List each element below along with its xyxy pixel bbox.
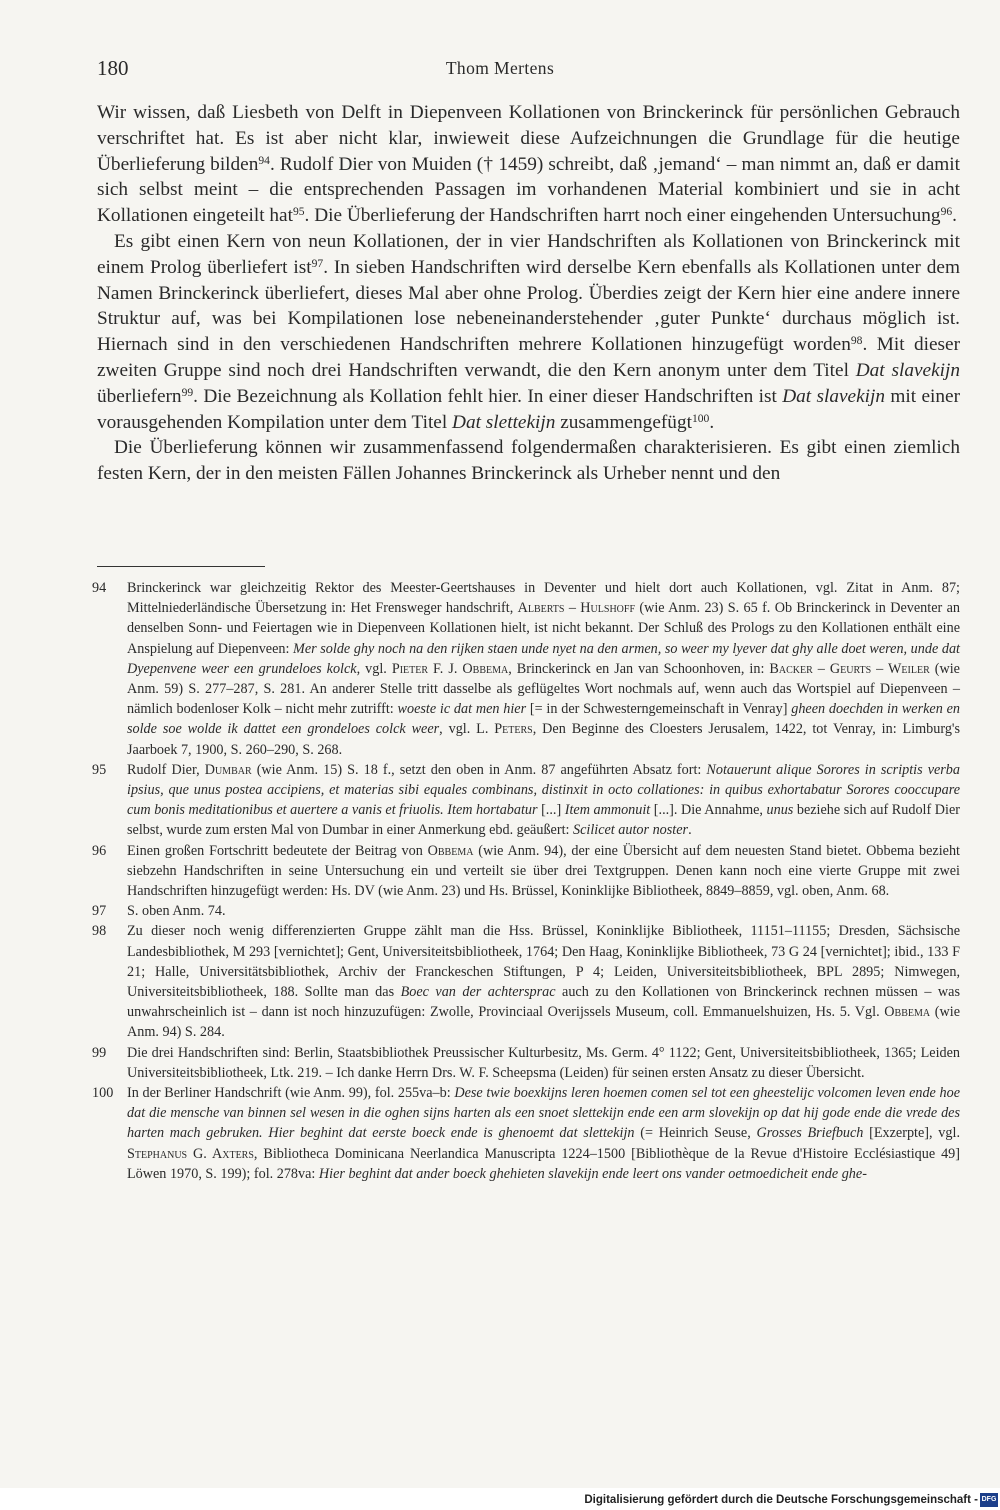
footnote-number: 96	[92, 842, 107, 859]
footnote-number: 99	[92, 1044, 107, 1061]
dfg-logo-icon: DFG	[980, 1493, 998, 1507]
footnotes	[92, 578, 960, 1184]
footnote-98	[92, 921, 960, 1042]
footnote-ref-99[interactable]: 99	[181, 385, 194, 399]
paragraph-1: Wir wissen, daß Liesbeth von Delft in Diepenveen Kollationen von Brinckerinck für persönlichen Gebrauch verschriftet hat. Es ist aber nicht klar, inwieweit diese Aufzeichnungen die Grundlage für die heutige Überlieferung bilden$^{94}$. Rudolf Dier von Muiden († 1459) schreibt, daß ‚jemand‘ – man nimmt an, daß er damit sich selbst meint – die entsprechenden Passagen im vorhandenen Material kombiniert und sie in acht Kollationen eingeteilt hat$^{95}$. Die Überlieferung der Handschriften harrt noch einer eingehenden Untersuchung$^{96}$.	[97, 102, 961, 227]
footnote-text: S. oben Anm. 74.	[127, 903, 226, 920]
footnote-text: Brinckerinck war gleichzeitig Rektor des Meester-Geertshauses in Deventer und hielt dort auch Kollationen, vgl. Zitat in Anm. 87; Mittelniederländische Übersetzung in: Het Frensweger handschrift, Alberts – Hulshoff (wie Anm. 23) S. 65 f. Ob Brinckerinck in Deventer an denselben Sonn- und Feiertagen wie in Diepenveen Kollationen hielt, ist nicht bekannt. Der Schluß des Prologs zu den Kollationen enthält eine Anspielung auf Diepenveen: Mer solde ghy noch na den rijken staen unde nyet na den armen, so weer my lyever dat ghy alle doet weren, unde dat Dyepenvene weer een grundeloes kolck, vgl. Pieter F. J. Obbema, Brinckerinck en Jan van Schoonhoven, in: Backer – Geurts – Weiler (wie Anm. 59) S. 277–287, S. 281. An anderer Stelle tritt dasselbe als geflügeltes Wort nochmals auf, wenn auch das Wortspiel auf Diepenveen – nämlich bodenloser Kolk – nicht mehr zutrifft: woeste ic dat men hier [= in der Schwesterngemeinschaft in Venray] gheen doechden in werken en solde soe wolde ik dattet een grondeloes colck weer, vgl. L. Peters, Den Beginne des Cloesters Jerusalem, 1422, tot Venray, in: Limburg's Jaarboek 7, 1900, S. 260–290, S. 268.	[127, 580, 961, 758]
running-head: Thom Mertens	[445, 58, 555, 78]
footnote-99	[92, 1043, 960, 1083]
footnote-ref-96[interactable]: 96	[940, 205, 953, 219]
footnote-ref-100[interactable]: 100	[691, 411, 710, 425]
paragraph-3: Die Überlieferung können wir zusammenfassend folgendermaßen charakterisieren. Es gibt einen ziemlich festen Kern, der in den meisten Fällen Johannes Brinckerinck als Urheber nennt und den	[97, 437, 960, 485]
footnote-94	[92, 578, 960, 760]
footnote-number: 94	[92, 580, 107, 596]
footnote-text: In der Berliner Handschrift (wie Anm. 99), fol. 255va–b: Dese twie boexkijns leren hoemen comen sel tot een gheestelijc volcomen leven ende hoe dat die mensche van binnen sel wesen in die oghen sijns harten als een snoet slettekijn ende een arm slovekijn op dat hij gode ende die vrede des harten mach gebruken. Hier beghint dat eerste boeck ende is ghenoemt dat slettekijn (= Heinrich Seuse, Grosses Briefbuch [Exzerpte], vgl. Stephanus G. Axters, Bibliotheca Dominicana Neerlandica Manuscripta 1224–1500 [Bibliothèque de la Revue d'Histoire Ecclésiastique 49] Löwen 1970, S. 199); fol. 278va: Hier beghint dat ander boeck ghehieten slavekijn ende leert ons vander oetmoedicheit ende ghe-	[127, 1085, 961, 1182]
dfg-credit: Digitalisierung gefördert durch die Deutsche Forschungsgemeinschaft -	[584, 1494, 978, 1506]
footnote-number: 97	[92, 903, 107, 920]
footnote-divider	[97, 566, 265, 567]
footnote-number: 100	[92, 1085, 114, 1102]
footnote-100	[92, 1083, 960, 1184]
paragraph-2: Es gibt einen Kern von neun Kollationen, der in vier Handschriften als Kollationen von Brinckerinck mit einem Prolog überliefert ist$^{97}$. In sieben Handschriften wird derselbe Kern ebenfalls als Kollationen unter dem Namen Brinckerinck überliefert, dieses Mal aber ohne Prolog. Überdies zeigt der Kern hier eine andere innere Struktur auf, was bei Kompilationen lose nebeneinanderstehender ‚guter Punkte‘ durchaus möglich ist. Hiernach sind in den verschiedenen Handschriften mehrere Kollationen hinzugefügt worden$^{98}$. Mit dieser zweiten Gruppe sind noch drei Handschriften verwandt, die den Kern anonym unter dem Titel Dat slavekijn überliefern$^{99}$. Die Bezeichnung als Kollation fehlt hier. In einer dieser Handschriften ist Dat slavekijn mit einer vorausgehenden Kompilation unter dem Titel Dat slettekijn zusammengefügt$^{100}$.	[97, 230, 961, 433]
footnote-ref-97[interactable]: 97	[311, 257, 324, 270]
footnote-number: 98	[92, 923, 107, 940]
footnote-95	[92, 760, 960, 841]
footnote-text: Rudolf Dier, Dumbar (wie Anm. 15) S. 18 f., setzt den oben in Anm. 87 angeführten Absatz fort: Notauerunt alique Sorores in scriptis verba ipsius, que unus postea accipiens, et materias sibi equales combinans, distinxit in octo collationes: in quibus exhortabatur Sorores cooccupare cum bonis meditationibus et auertere a vanis et friuolis. Item hortabatur [...] Item ammonuit [...]. Die Annahme, unus beziehe sich auf Rudolf Dier selbst, wurde zum ersten Mal von Dumbar in einer Anmerkung ebd. geäußert: Scilicet autor noster.	[127, 761, 960, 839]
footnote-ref-95[interactable]: 95	[292, 205, 305, 219]
footnote-ref-98[interactable]: 98	[850, 334, 863, 348]
footnote-text: Zu dieser noch wenig differenzierten Gruppe zählt man die Hss. Brüssel, Koninklijke Bibliotheek, 11151–11155; Dresden, Sächsische Landesbibliothek, M 293 [vernichtet]; Gent, Universiteitsbibliotheek, 1764; Den Haag, Koninklijke Bibliotheek, 73 G 24 [vernichtet]; ibid., 133 F 21; Halle, Universitätsbibliothek, Archiv der Franckeschen Stiftungen, P 4; Leiden, Universiteitsbibliotheek, BPL 2895; Nimwegen, Universiteitsbibliotheek, 188. Sollte man das Boec van der achtersprac auch zu den Kollationen von Brinckerinck rechnen müssen – was unwahrscheinlich ist – dann ist noch hinzuzufügen: Zwolle, Provinciaal Overijssels Museum, coll. Emmanuelshuizen, Hs. 5. Vgl. Obbema (wie Anm. 94) S. 284.	[127, 923, 960, 1041]
footnote-96	[92, 841, 960, 902]
footnote-number: 95	[92, 761, 107, 778]
page-number: 180	[97, 56, 129, 80]
body-text	[97, 100, 960, 487]
footnote-ref-94[interactable]: 94	[258, 153, 270, 167]
footnote-text: Einen großen Fortschritt bedeutete der Beitrag von Obbema (wie Anm. 94), der eine Übersicht auf dem neuesten Stand bietet. Obbema bezieht siebzehn Handschriften in seine Untersuchung ein und verteilt sie über drei Textgruppen. Denen kann noch eine vierte Gruppe mit zwei Handschriften hinzugefügt werden: Hs. DV (wie Anm. 23) und Hs. Brüssel, Koninklijke Bibliotheek, 8849–8859, vgl. oben, Anm. 68.	[127, 842, 960, 900]
footnote-97	[92, 901, 960, 921]
footnote-text: Die drei Handschriften sind: Berlin, Staatsbibliothek Preussischer Kulturbesitz, Ms. Germ. 4° 1122; Gent, Universiteitsbibliotheek, 1365; Leiden Universiteitsbibliotheek, Ltk. 219. – Ich danke Herrn Drs. W. F. Scheepsma (Leiden) für seinen ersten Ansatz zu dieser Übersicht.	[127, 1044, 960, 1081]
